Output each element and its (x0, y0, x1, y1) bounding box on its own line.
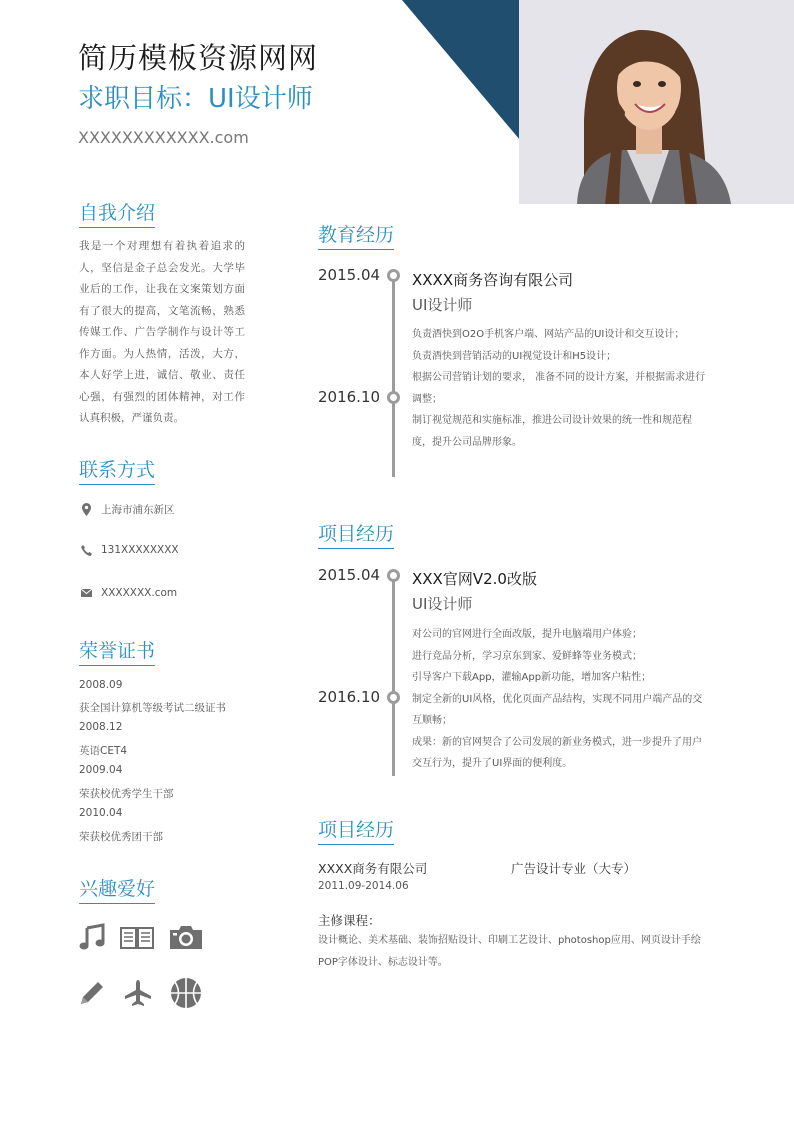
certificate-date: 2008.12 (79, 721, 123, 733)
envelope-icon (79, 589, 93, 597)
certificate-name: 英语CET4 (79, 745, 128, 757)
description-line: 成果：新的官网契合了公司发展的新业务模式，进一步提升了用户交互行为，提升了UI界面的便利度。 (412, 736, 702, 769)
contact-phone (79, 544, 179, 556)
education-timeline-line (392, 272, 395, 477)
intro-section-title: 自我介绍 (79, 198, 155, 228)
project-start-date: 2015.04 (318, 566, 381, 584)
description-line: 负责酒快到O2O手机客户端、网站产品的UI设计和交互设计； (412, 329, 685, 340)
timeline-dot (387, 569, 400, 582)
certificate-date: 2010.04 (79, 807, 123, 819)
project-role: UI设计师 (412, 595, 473, 613)
study-period: 2011.09-2014.06 (318, 880, 409, 892)
certificate-name: 荣获校优秀团干部 (79, 831, 163, 843)
project-timeline-line (392, 572, 395, 776)
job-objective: 求职目标：UI设计师 (78, 84, 313, 114)
education-end-date: 2016.10 (318, 388, 381, 406)
study-school: XXXX商务有限公司 (318, 861, 428, 876)
study-major: 广告设计专业（大专） (511, 861, 637, 876)
project-name: XXX官网V2.0改版 (412, 570, 537, 588)
study-course-label: 主修课程： (318, 913, 381, 928)
timeline-dot (387, 691, 400, 704)
contact-email (79, 587, 177, 599)
camera-icon (168, 919, 204, 955)
certificates-section-title: 荣誉证书 (79, 636, 155, 666)
contact-phone-text: 131XXXXXXXX (101, 544, 179, 556)
education-role: UI设计师 (412, 296, 473, 314)
hobbies-section-title: 兴趣爱好 (79, 874, 155, 904)
candidate-name: 简历模板资源网网 (78, 41, 319, 75)
education-section-title: 教育经历 (318, 220, 394, 250)
certificate-name: 获全国计算机等级考试二级证书 (79, 702, 226, 714)
phone-icon (79, 545, 93, 556)
intro-text: 我是一个对理想有着执着追求的人，坚信是金子总会发光。大学毕业后的工作，让我在文案策划方面有了很大的提高，文笔流畅，熟悉传媒工作、广告学制作与设计等工作方面。为人热情，活泼，大方，本人好学上进，诚信、敬业、责任心强，有强烈的团体精神，对工作认真积极，严谨负责。 (79, 240, 245, 424)
description-line: 对公司的官网进行全面改版，提升电脑端用户体验； (412, 629, 642, 640)
book-icon (119, 919, 155, 955)
description-line: 制定全新的UI风格，优化页面产品结构，实现不同用户端产品的交互顺畅； (412, 693, 703, 726)
description-line: 制订视觉规范和实施标准，推进公司设计效果的统一性和规范程度，提升公司品牌形象。 (412, 415, 692, 448)
header-decoration-triangle (402, 0, 520, 140)
profile-photo (519, 0, 794, 204)
education-description (412, 324, 706, 453)
timeline-dot (387, 391, 400, 404)
education-company: XXXX商务咨询有限公司 (412, 271, 574, 289)
timeline-dot (387, 269, 400, 282)
contact-email-text: XXXXXXX.com (101, 587, 178, 599)
description-line: 引导客户下载App，灌输App新功能，增加客户粘性； (412, 672, 652, 683)
pencil-icon (74, 975, 110, 1011)
description-line: 进行竞品分析，学习京东到家、爱鲜蜂等业务模式； (412, 650, 642, 662)
description-line: 负责酒快到营销活动的UI视觉设计和H5设计； (412, 350, 617, 362)
location-pin-icon (79, 503, 93, 516)
basketball-icon (168, 975, 204, 1011)
header-email: XXXXXXXXXXXX.com (78, 128, 249, 147)
contact-section-title: 联系方式 (79, 455, 155, 485)
project-section-title: 项目经历 (318, 519, 394, 549)
education-start-date: 2015.04 (318, 266, 381, 284)
contact-address (79, 502, 175, 517)
project-description (412, 624, 706, 775)
airplane-icon (120, 975, 156, 1011)
description-line: 根据公司营销计划的要求， 准备不同的设计方案，并根据需求进行调整； (412, 372, 706, 405)
study-section-title: 项目经历 (318, 815, 394, 845)
certificate-date: 2009.04 (79, 764, 123, 776)
certificate-name: 荣获校优秀学生干部 (79, 788, 174, 800)
contact-address-text: 上海市浦东新区 (101, 504, 175, 516)
certificate-date: 2008.09 (79, 679, 123, 691)
study-courses: 设计概论、美术基础、装饰招贴设计、印刷工艺设计、photoshop应用、网页设计手绘POP字体设计、标志设计等。 (318, 935, 701, 968)
music-icon (74, 919, 110, 955)
project-end-date: 2016.10 (318, 688, 381, 706)
